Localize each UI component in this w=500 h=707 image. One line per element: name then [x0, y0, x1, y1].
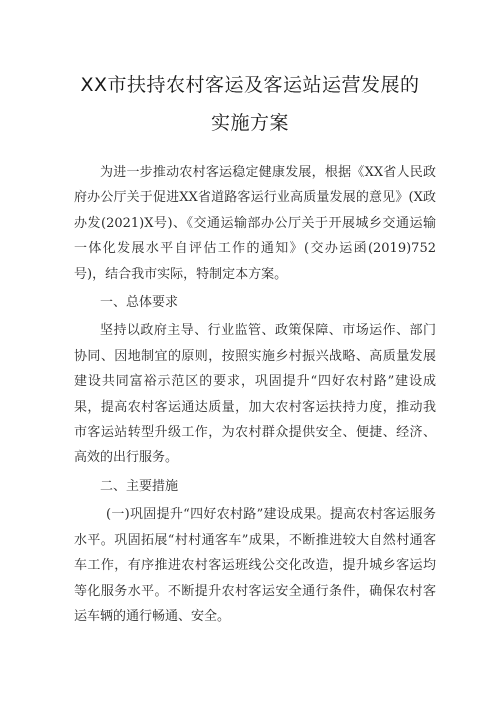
general-requirements-paragraph: 坚持以政府主导、行业监管、政策保障、市场运作、部门协同、因地制宜的原则，按照实施乡村振兴战略、高质量发展建设共同富裕示范区的要求，巩固提升“四好农村路”建设成果，提高农村客运通达质量，加大农村客运扶持力度，推动我市客运站转型升级工作，为农村群众提供安全、便捷、经济、高效的出行服务。: [74, 323, 436, 466]
document-title-line-1: XX市扶持农村客运及客运站运营发展的: [80, 74, 420, 96]
document-title-line-2: 实施方案: [210, 112, 289, 134]
measure-paragraph-1: (一)巩固提升“四好农村路”建设成果。提高农村客运服务水平。巩固拓展“村村通客车”成果，不断推进较大自然村通客车工作，有序推进农村客运班线公交化改造，提升城乡客运均等化服务水平。不断提升农村客运安全通行条件，确保农村客运车辆的通行畅通、安全。: [74, 507, 436, 624]
section-heading-main-measures: 二、主要措施: [100, 478, 179, 494]
document-body: [74, 160, 436, 629]
intro-paragraph: 为进一步推动农村客运稳定健康发展，根据《XX省人民政府办公厅关于促进XX省道路客运行业高质量发展的意见》(X政办发(2021)X号)、《交通运输部办公厅关于开展城乡交通运输一体化发展水平自评估工作的通知》(交办运函(2019)752号)，结合我市实际，特制定本方案。: [74, 165, 436, 282]
section-heading-general-requirements: 一、总体要求: [100, 295, 179, 311]
